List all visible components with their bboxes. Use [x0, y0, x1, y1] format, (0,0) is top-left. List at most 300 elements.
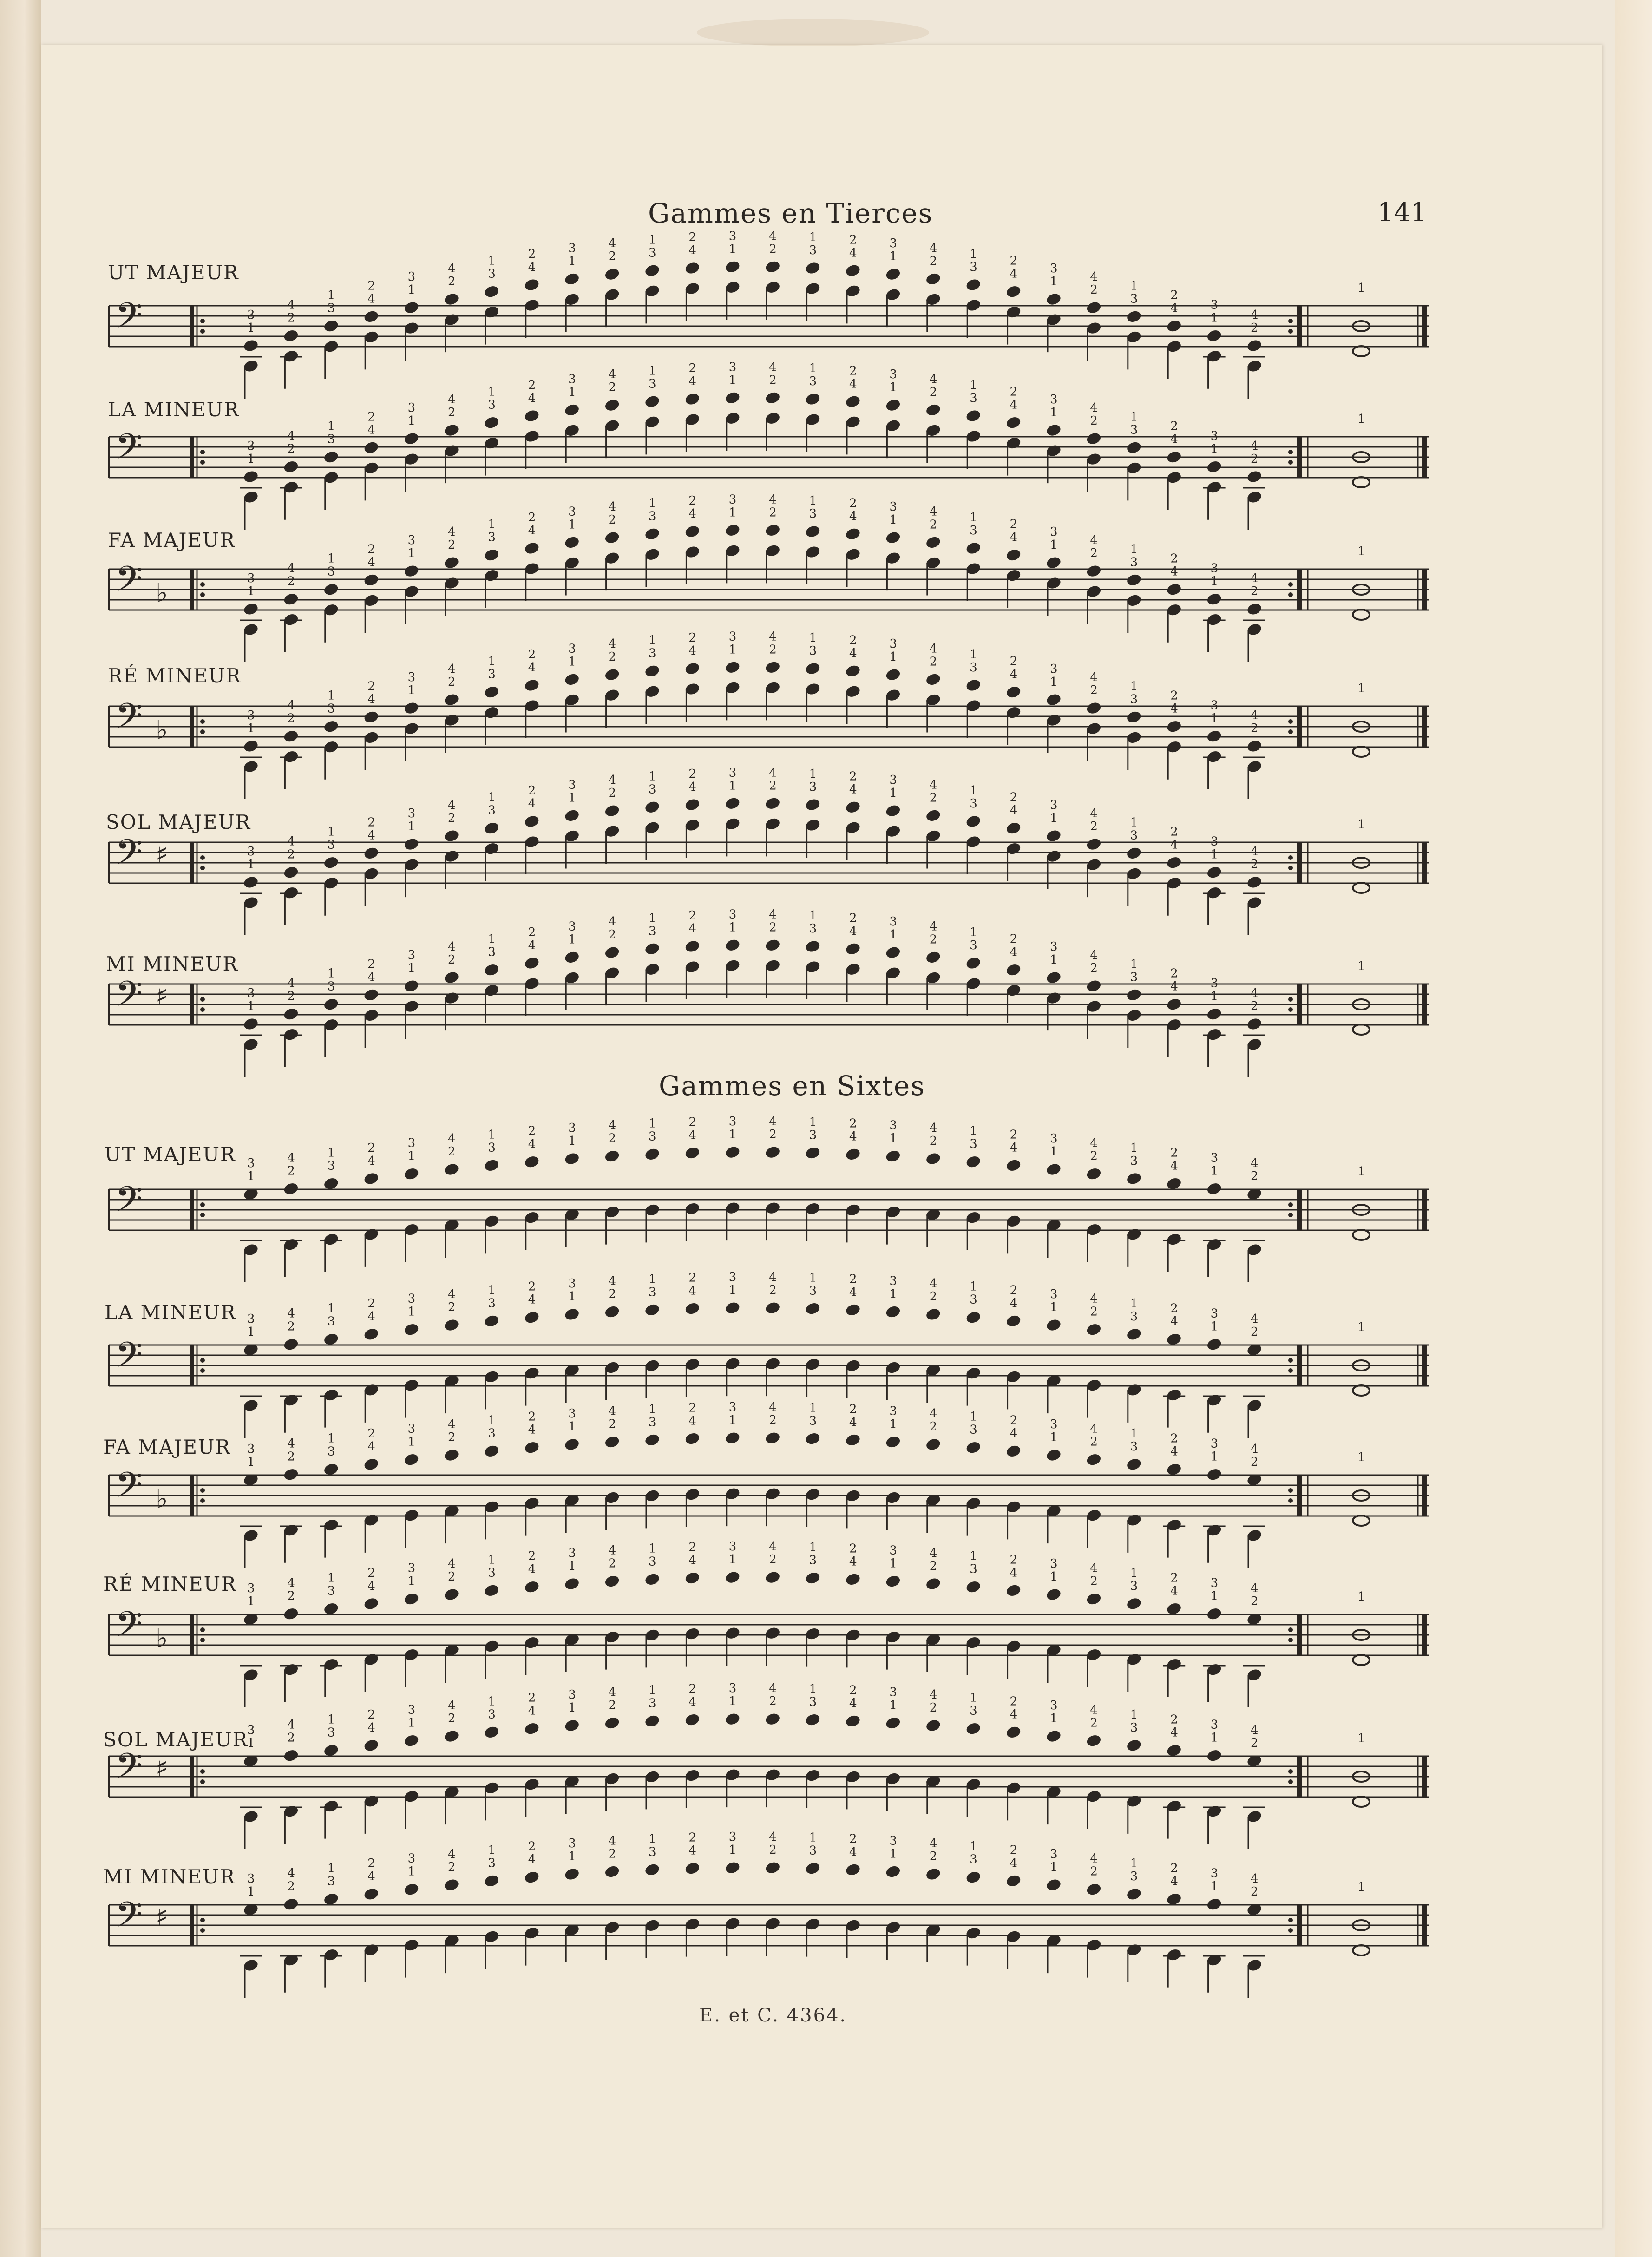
fingering-digit: 1: [568, 1290, 576, 1304]
fingering-digit: 1: [247, 1594, 255, 1608]
flat-icon: ♭: [156, 715, 168, 745]
note-head: [885, 531, 902, 545]
fingering-digit: 1: [970, 648, 977, 662]
fingering-digit: 3: [1130, 1869, 1138, 1883]
fingering-digit: 1: [649, 364, 656, 378]
fingering-digit: 4: [688, 1284, 696, 1298]
fingering-digit: 3: [568, 241, 576, 256]
bass-clef-icon: 𝄢: [115, 426, 143, 476]
note-head: [484, 548, 500, 562]
fingering-digit: 4: [448, 662, 456, 676]
note-head: [1045, 1878, 1062, 1892]
note-head: [724, 660, 741, 675]
fingering-digit: 2: [528, 925, 536, 940]
note-head: [764, 1431, 781, 1445]
fingering-digit: 4: [1251, 1156, 1259, 1170]
bass-clef-icon: 𝄢: [115, 295, 143, 345]
note-head: [1005, 1583, 1022, 1598]
fingering-digit: 4: [608, 1404, 616, 1418]
fingering-digit: 1: [247, 858, 255, 872]
note-head: [564, 1867, 580, 1882]
note-head: [484, 1314, 500, 1328]
final-bar: [1422, 706, 1427, 747]
fingering-digit: 4: [528, 797, 536, 811]
fingering-digit: 2: [528, 511, 536, 525]
fingering-digit: 3: [728, 1540, 737, 1554]
fingering-digit: 2: [688, 767, 696, 781]
note-head: [1045, 556, 1062, 570]
note-head: [604, 1149, 621, 1163]
note-head: [805, 1431, 821, 1446]
fingering-digit: 4: [1090, 807, 1098, 821]
fingering-digit: 1: [327, 1861, 335, 1876]
fingering-digit: 2: [367, 1566, 375, 1580]
fingering-digit: 2: [1170, 419, 1178, 433]
fingering-digit: 2: [1170, 551, 1178, 566]
note-head: [443, 1162, 460, 1177]
fingering-digit: 1: [247, 999, 255, 1013]
repeat-dot: [1288, 1498, 1293, 1503]
repeat-dot: [1288, 1928, 1293, 1933]
note-head: [644, 1714, 661, 1728]
note-head: [403, 837, 420, 852]
fingering-digit: 2: [1090, 1149, 1098, 1163]
fingering-digit: 1: [649, 1402, 656, 1417]
fingering-digit: 3: [889, 500, 897, 514]
repeat-dot: [200, 460, 205, 465]
fingering-digit: 1: [809, 1540, 817, 1555]
fingering-digit: 1: [247, 1325, 255, 1339]
whole-note: [1353, 883, 1370, 893]
fingering-digit: 3: [889, 915, 897, 929]
fingering-digit: 4: [769, 229, 777, 243]
fingering-digit: 1: [568, 1850, 576, 1864]
fingering-digit: 4: [1251, 1312, 1259, 1326]
note-head: [925, 1152, 942, 1166]
note-head: [684, 1146, 701, 1160]
fingering-digit: 3: [1050, 1132, 1058, 1146]
fingering-digit: 4: [929, 778, 937, 792]
fingering-digit: 3: [407, 670, 416, 685]
note-head: [885, 267, 902, 282]
fingering-digit: 4: [929, 1407, 937, 1421]
note-head: [403, 1167, 420, 1181]
repeat-dot: [1288, 1918, 1293, 1922]
fingering-digit: 3: [247, 1581, 255, 1595]
repeat-start-bar: [190, 1614, 194, 1655]
fingering-digit: 4: [528, 524, 536, 538]
fingering-digit: 4: [1090, 1703, 1098, 1717]
fingering-digit: 1: [728, 242, 737, 256]
fingering-digit: 2: [528, 1124, 536, 1138]
fingering-digit: 1: [809, 1271, 817, 1285]
note-head: [564, 672, 580, 687]
note-head: [443, 1878, 460, 1892]
fingering-digit: 2: [849, 364, 857, 378]
fingering-digit: 1: [889, 650, 897, 664]
fingering-digit: 1: [889, 513, 897, 527]
fingering-digit: 4: [1251, 1723, 1259, 1737]
note-head: [1206, 459, 1223, 474]
fingering-digit: 4: [367, 423, 375, 437]
note-head: [764, 523, 781, 538]
note-head: [1206, 1337, 1223, 1352]
fingering-digit: 4: [929, 1277, 937, 1291]
fingering-digit: 2: [287, 1879, 295, 1894]
repeat-dot: [200, 1488, 205, 1493]
note-head: [1005, 963, 1022, 977]
fingering-digit: 1: [1357, 1880, 1365, 1894]
fingering-digit: 2: [608, 928, 616, 942]
fingering-digit: 2: [287, 847, 295, 862]
note-head: [564, 1719, 580, 1733]
repeat-end-bar: [1297, 569, 1302, 610]
fingering-digit: 4: [929, 1837, 937, 1851]
fingering-digit: 1: [327, 825, 335, 839]
repeat-dot: [1288, 329, 1293, 334]
fingering-digit: 3: [247, 439, 255, 453]
fingering-digit: 1: [247, 1169, 255, 1183]
fingering-digit: 3: [327, 1584, 335, 1598]
fingering-digit: 1: [1050, 811, 1058, 826]
fingering-digit: 3: [488, 530, 496, 545]
fingering-digit: 2: [367, 1296, 375, 1311]
bass-clef-icon: 𝄢: [115, 695, 143, 745]
fingering-digit: 1: [1210, 989, 1219, 1004]
fingering-digit: 1: [568, 791, 576, 805]
fingering-digit: 3: [1050, 262, 1058, 276]
note-head: [684, 1431, 701, 1446]
note-head: [604, 398, 621, 413]
fingering-digit: 4: [1090, 670, 1098, 685]
note-head: [965, 678, 982, 693]
fingering-digit: 3: [1050, 1417, 1058, 1432]
repeat-end-bar: [1297, 1905, 1302, 1946]
note-head: [805, 662, 821, 676]
fingering-digit: 4: [1090, 1292, 1098, 1306]
fingering-digit: 4: [528, 391, 536, 406]
fingering-digit: 2: [1251, 321, 1259, 335]
fingering-digit: 3: [889, 637, 897, 651]
note-head: [283, 1467, 300, 1482]
note-head: [564, 535, 580, 550]
fingering-digit: 1: [568, 518, 576, 532]
note-head: [283, 592, 300, 606]
note-head: [684, 261, 701, 276]
fingering-digit: 1: [1050, 1145, 1058, 1159]
fingering-digit: 1: [488, 517, 496, 531]
fingering-digit: 1: [1050, 1860, 1058, 1875]
fingering-digit: 1: [568, 1559, 576, 1574]
fingering-digit: 4: [287, 698, 295, 713]
note-head: [484, 821, 500, 835]
fingering-digit: 4: [1090, 948, 1098, 963]
fingering-digit: 1: [728, 920, 737, 935]
note-head: [1126, 309, 1142, 324]
note-head: [1166, 1176, 1182, 1191]
note-head: [524, 1580, 540, 1594]
note-head: [925, 535, 942, 550]
note-head: [805, 1861, 821, 1876]
note-head: [403, 1452, 420, 1467]
fingering-digit: 1: [247, 722, 255, 735]
fingering-digit: 2: [769, 1413, 777, 1428]
fingering-digit: 4: [769, 630, 777, 644]
fingering-digit: 2: [448, 811, 456, 826]
note-head: [1005, 548, 1022, 562]
note-head: [564, 950, 580, 964]
repeat-start-bar: [190, 437, 194, 478]
repeat-dot: [200, 1213, 205, 1217]
repeat-start-bar: [190, 1756, 194, 1797]
fingering-digit: 3: [1210, 1866, 1219, 1881]
thirds-label-3: FA MAJEUR: [108, 529, 236, 551]
fingering-digit: 4: [608, 500, 616, 514]
fingering-digit: 3: [1210, 834, 1219, 849]
fingering-digit: 1: [889, 928, 897, 942]
fingering-digit: 4: [367, 828, 375, 843]
fingering-digit: 3: [649, 509, 656, 524]
note-head: [724, 260, 741, 274]
fingering-digit: 1: [488, 254, 496, 268]
thirds-label-2: LA MINEUR: [108, 398, 240, 421]
note-head: [965, 1310, 982, 1325]
repeat-start-bar: [190, 1345, 194, 1386]
note-head: [644, 1863, 661, 1877]
fingering-digit: 2: [1010, 1694, 1018, 1709]
note-head: [1206, 865, 1223, 879]
note-head: [1086, 837, 1102, 852]
fingering-digit: 1: [1050, 538, 1058, 552]
note-head: [1126, 1327, 1142, 1341]
fingering-digit: 1: [970, 1124, 977, 1138]
note-head: [1166, 450, 1182, 464]
note-head: [524, 814, 540, 829]
note-head: [684, 662, 701, 676]
fingering-digit: 1: [488, 1283, 496, 1298]
fingering-digit: 2: [769, 920, 777, 935]
note-head: [764, 260, 781, 274]
final-bar: [1422, 1475, 1427, 1516]
fingering-digit: 4: [688, 1844, 696, 1858]
fingering-digit: 4: [849, 646, 857, 661]
repeat-dot: [200, 592, 205, 597]
note-head: [443, 971, 460, 985]
note-head: [604, 1716, 621, 1730]
fingering-digit: 3: [809, 1695, 817, 1709]
fingering-digit: 2: [367, 542, 375, 557]
fingering-digit: 2: [367, 679, 375, 694]
note-head: [484, 963, 500, 977]
repeat-dot: [1288, 997, 1293, 1002]
fingering-digit: 2: [1090, 820, 1098, 834]
fingering-digit: 4: [528, 661, 536, 675]
fingering-digit: 2: [448, 406, 456, 420]
fingering-digit: 4: [1170, 1444, 1178, 1459]
note-head: [484, 1444, 500, 1458]
fingering-digit: 3: [327, 1314, 335, 1329]
repeat-dot: [1288, 855, 1293, 860]
fingering-digit: 1: [327, 419, 335, 433]
fingering-digit: 3: [327, 702, 335, 716]
fingering-digit: 3: [970, 938, 977, 953]
fingering-digit: 3: [488, 267, 496, 281]
fingering-digit: 2: [769, 779, 777, 793]
repeat-dot: [200, 1498, 205, 1503]
sixths-label-4: RÉ MINEUR: [103, 1573, 237, 1595]
fingering-digit: 4: [769, 1115, 777, 1129]
fingering-digit: 2: [367, 1707, 375, 1722]
fingering-digit: 3: [649, 1696, 656, 1711]
note-head: [1126, 710, 1142, 724]
fingering-digit: 2: [1090, 1435, 1098, 1449]
fingering-digit: 2: [1090, 283, 1098, 297]
fingering-digit: 3: [970, 524, 977, 538]
fingering-digit: 4: [608, 1118, 616, 1133]
note-head: [764, 1712, 781, 1726]
fingering-digit: 4: [287, 298, 295, 312]
fingering-digit: 1: [1210, 1879, 1219, 1894]
fingering-digit: 4: [849, 924, 857, 938]
fingering-digit: 3: [247, 1312, 255, 1326]
fingering-digit: 2: [1170, 1431, 1178, 1446]
fingering-digit: 1: [649, 1832, 656, 1846]
note-head: [965, 1580, 982, 1594]
note-head: [363, 1887, 380, 1901]
fingering-digit: 4: [608, 637, 616, 651]
note-head: [1126, 1738, 1142, 1752]
fingering-digit: 1: [568, 385, 576, 400]
fingering-digit: 1: [327, 689, 335, 703]
fingering-digit: 1: [407, 1574, 416, 1588]
final-bar: [1422, 842, 1427, 883]
fingering-digit: 3: [728, 766, 737, 780]
fingering-digit: 1: [889, 1131, 897, 1146]
fingering-digit: 4: [929, 919, 937, 934]
fingering-digit: 3: [809, 1414, 817, 1428]
note-head: [885, 1435, 902, 1449]
repeat-dot: [1288, 460, 1293, 465]
note-head: [564, 1577, 580, 1591]
fingering-digit: 1: [970, 1691, 977, 1705]
fingering-digit: 4: [1010, 1566, 1018, 1580]
fingering-digit: 3: [970, 1704, 977, 1718]
fingering-digit: 3: [488, 667, 496, 682]
note-head: [604, 1305, 621, 1319]
fingering-digit: 1: [327, 1146, 335, 1160]
repeat-end-bar: [1297, 1614, 1302, 1655]
fingering-digit: 1: [1050, 1430, 1058, 1445]
note-head: [684, 1301, 701, 1316]
fingering-digit: 1: [970, 378, 977, 393]
note-head: [323, 1332, 340, 1346]
note-head: [1045, 971, 1062, 985]
fingering-digit: 2: [608, 1417, 616, 1431]
bass-clef-icon: 𝄢: [115, 1604, 143, 1653]
fingering-digit: 4: [929, 642, 937, 656]
fingering-digit: 1: [1130, 1296, 1138, 1311]
note-head: [363, 309, 380, 324]
fingering-digit: 1: [809, 1831, 817, 1845]
fingering-digit: 3: [1050, 940, 1058, 954]
note-head: [604, 1864, 621, 1879]
repeat-dot: [1288, 1779, 1293, 1784]
whole-note: [1353, 610, 1370, 620]
fingering-digit: 2: [1010, 932, 1018, 946]
fingering-digit: 4: [1251, 986, 1259, 1000]
fingering-digit: 4: [1090, 1136, 1098, 1150]
fingering-digit: 2: [367, 410, 375, 424]
fingering-digit: 1: [1357, 412, 1365, 426]
final-bar: [1422, 1905, 1427, 1946]
fingering-digit: 4: [1170, 432, 1178, 446]
thirds-label-6: MI MINEUR: [106, 952, 238, 975]
note-head: [363, 846, 380, 860]
fingering-digit: 1: [809, 909, 817, 923]
fingering-digit: 3: [1130, 828, 1138, 843]
fingering-digit: 3: [649, 1129, 656, 1144]
fingering-digit: 4: [1010, 803, 1018, 818]
fingering-digit: 3: [1130, 292, 1138, 306]
note-head: [484, 1158, 500, 1173]
note-head: [764, 391, 781, 405]
fingering-digit: 3: [1210, 561, 1219, 576]
note-head: [684, 1571, 701, 1585]
note-head: [1005, 1444, 1022, 1458]
fingering-digit: 4: [1010, 1296, 1018, 1311]
note-head: [644, 664, 661, 678]
fingering-digit: 1: [1357, 1732, 1365, 1745]
fingering-digit: 1: [1210, 311, 1219, 325]
bass-clef-icon: 𝄢: [115, 1464, 143, 1514]
note-head: [1246, 602, 1263, 617]
fingering-digit: 2: [448, 1430, 456, 1445]
fingering-digit: 1: [1210, 1319, 1219, 1334]
fingering-digit: 2: [1251, 1325, 1259, 1339]
fingering-digit: 2: [929, 1420, 937, 1434]
fingering-digit: 3: [247, 845, 255, 859]
note-head: [925, 808, 942, 823]
repeat-dot: [1288, 1638, 1293, 1642]
fingering-digit: 3: [889, 236, 897, 251]
fingering-digit: 2: [929, 932, 937, 947]
fingering-digit: 3: [1210, 976, 1219, 991]
fingering-digit: 2: [287, 442, 295, 456]
fingering-digit: 2: [367, 957, 375, 971]
repeat-dot: [1288, 866, 1293, 870]
fingering-digit: 3: [407, 1561, 416, 1575]
note-head: [965, 278, 982, 292]
fingering-digit: 1: [970, 247, 977, 262]
fingering-digit: 1: [1130, 542, 1138, 557]
fingering-digit: 4: [608, 1274, 616, 1288]
fingering-digit: 2: [287, 711, 295, 726]
fingering-digit: 4: [367, 1869, 375, 1883]
fingering-digit: 4: [367, 1439, 375, 1454]
whole-note: [1353, 346, 1370, 356]
fingering-digit: 1: [488, 1694, 496, 1709]
thirds-label-1: UT MAJEUR: [108, 261, 239, 284]
fingering-digit: 3: [247, 571, 255, 585]
note-head: [1086, 701, 1102, 715]
whole-note: [1353, 1945, 1370, 1955]
fingering-digit: 2: [769, 242, 777, 256]
note-head: [1166, 719, 1182, 734]
note-head: [644, 263, 661, 278]
fingering-digit: 3: [970, 260, 977, 275]
fingering-digit: 4: [1251, 308, 1259, 322]
repeat-dot: [200, 1918, 205, 1922]
